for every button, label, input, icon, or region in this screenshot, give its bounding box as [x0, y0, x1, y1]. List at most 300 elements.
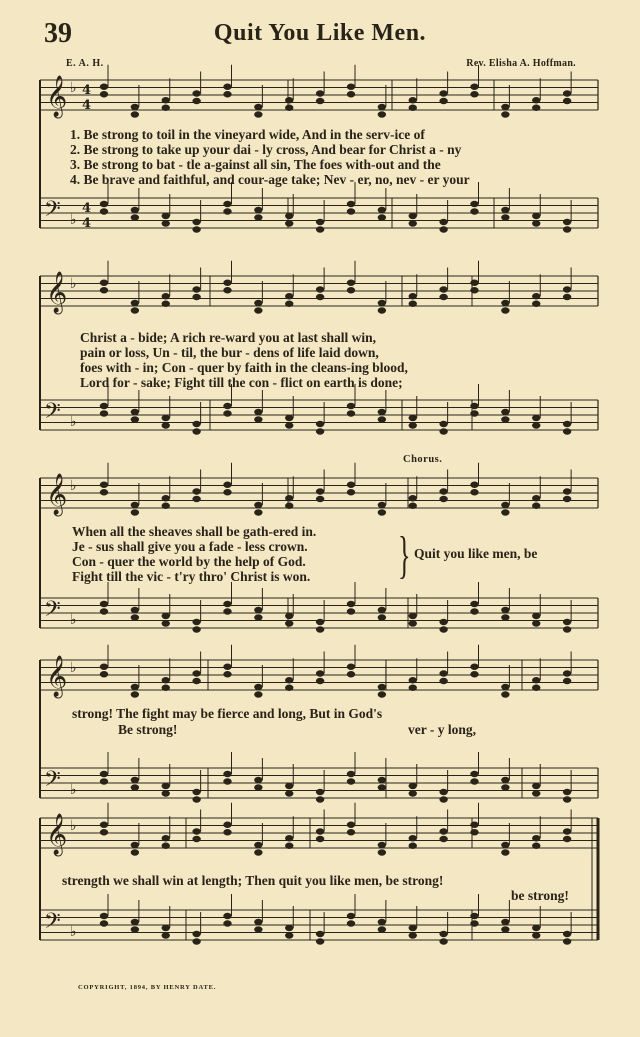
note-head — [223, 664, 231, 670]
note-head — [563, 789, 571, 795]
lyric-line: 3. Be strong to bat - tle a-gainst all sin, The foes with-out and the — [70, 157, 441, 172]
note-head — [470, 287, 478, 293]
hymn-title: Quit You Like Men. — [213, 20, 427, 46]
note-head — [100, 664, 108, 670]
note-head — [285, 685, 293, 691]
note-head — [316, 626, 324, 632]
note-head — [470, 829, 478, 835]
note-head — [254, 777, 262, 783]
flat-icon: ♭ — [70, 478, 77, 494]
note-head — [192, 678, 200, 684]
note-head — [285, 415, 293, 421]
note-head — [131, 777, 139, 783]
note-head — [316, 670, 324, 676]
note-head — [162, 105, 170, 111]
verse-brace: } — [398, 527, 411, 584]
note-head — [501, 777, 509, 783]
note-head — [285, 620, 293, 626]
time-signature: 4 — [82, 201, 92, 216]
note-head — [409, 422, 417, 428]
note-head — [162, 220, 170, 226]
note-head — [501, 300, 509, 306]
note-head — [316, 286, 324, 292]
note-head — [223, 608, 231, 614]
note-head — [378, 207, 386, 213]
note-head — [409, 97, 417, 103]
note-head — [223, 671, 231, 677]
note-head — [439, 90, 447, 96]
note-head — [439, 938, 447, 944]
note-head — [470, 913, 478, 919]
note-head — [285, 422, 293, 428]
note-head — [192, 428, 200, 434]
flat-icon: ♭ — [70, 414, 77, 430]
note-head — [470, 410, 478, 416]
note-head — [192, 219, 200, 225]
note-head — [316, 828, 324, 834]
note-head — [192, 796, 200, 802]
note-head — [316, 428, 324, 434]
note-head — [532, 293, 540, 299]
note-head — [100, 287, 108, 293]
note-head — [131, 684, 139, 690]
note-head — [192, 619, 200, 625]
note-head — [100, 482, 108, 488]
note-head — [162, 685, 170, 691]
note-head — [532, 932, 540, 938]
note-head — [409, 843, 417, 849]
time-signature: 4 — [82, 216, 92, 231]
chorus-echo-left: Be strong! — [118, 722, 178, 737]
note-head — [563, 619, 571, 625]
note-head — [347, 664, 355, 670]
note-head — [162, 301, 170, 307]
note-head — [316, 421, 324, 427]
lyric-line: 2. Be strong to take up your dai - ly cross, And bear for Christ a - ny — [70, 142, 462, 157]
note-head — [378, 416, 386, 422]
note-head — [409, 301, 417, 307]
note-head — [501, 607, 509, 613]
note-head — [501, 614, 509, 620]
note-head — [409, 620, 417, 626]
note-head — [131, 919, 139, 925]
note-head — [532, 843, 540, 849]
note-head — [192, 496, 200, 502]
note-head — [223, 771, 231, 777]
treble-clef-icon: 𝄞 — [46, 656, 68, 697]
note-head — [223, 601, 231, 607]
note-head — [100, 822, 108, 828]
note-head — [316, 931, 324, 937]
note-head — [254, 409, 262, 415]
note-head — [162, 495, 170, 501]
flat-icon: ♭ — [70, 80, 77, 96]
note-head — [563, 488, 571, 494]
note-head — [285, 213, 293, 219]
lyric-line: When all the sheaves shall be gath-ered in. — [72, 524, 317, 539]
note-head — [501, 684, 509, 690]
note-head — [347, 608, 355, 614]
note-head — [100, 671, 108, 677]
note-head — [347, 771, 355, 777]
note-head — [470, 91, 478, 97]
note-head — [100, 208, 108, 214]
note-head — [100, 201, 108, 207]
note-head — [563, 828, 571, 834]
lyric-line: 1. Be strong to toil in the vineyard wide, And in the serv-ice of — [70, 127, 425, 142]
note-head — [409, 685, 417, 691]
note-head — [192, 98, 200, 104]
note-head — [192, 789, 200, 795]
note-head — [409, 105, 417, 111]
note-head — [254, 207, 262, 213]
note-head — [378, 842, 386, 848]
note-head — [285, 97, 293, 103]
note-head — [223, 280, 231, 286]
note-head — [532, 422, 540, 428]
note-head — [131, 214, 139, 220]
note-head — [439, 496, 447, 502]
note-head — [409, 677, 417, 683]
note-head — [409, 503, 417, 509]
flat-icon: ♭ — [70, 818, 77, 834]
note-head — [563, 496, 571, 502]
note-head — [316, 294, 324, 300]
flat-icon: ♭ — [70, 782, 77, 798]
note-head — [347, 403, 355, 409]
note-head — [563, 938, 571, 944]
note-head — [192, 938, 200, 944]
note-head — [409, 925, 417, 931]
note-head — [223, 920, 231, 926]
note-head — [285, 613, 293, 619]
note-head — [563, 226, 571, 232]
note-head — [470, 601, 478, 607]
note-head — [223, 913, 231, 919]
note-head — [439, 619, 447, 625]
note-head — [409, 790, 417, 796]
note-head — [192, 836, 200, 842]
chorus-refrain-start: Quit you like men, be — [414, 546, 538, 561]
note-head — [162, 422, 170, 428]
note-head — [501, 502, 509, 508]
note-head — [378, 214, 386, 220]
note-head — [285, 835, 293, 841]
note-head — [254, 104, 262, 110]
note-head — [563, 421, 571, 427]
note-head — [254, 849, 262, 855]
note-head — [254, 684, 262, 690]
note-head — [131, 502, 139, 508]
time-signature: 4 — [82, 83, 92, 98]
note-head — [439, 836, 447, 842]
note-head — [470, 201, 478, 207]
note-head — [563, 626, 571, 632]
note-head — [192, 294, 200, 300]
note-head — [563, 678, 571, 684]
note-head — [254, 300, 262, 306]
note-head — [254, 926, 262, 932]
note-head — [254, 842, 262, 848]
note-head — [192, 670, 200, 676]
note-head — [439, 294, 447, 300]
note-head — [254, 307, 262, 313]
note-head — [378, 502, 386, 508]
note-head — [131, 926, 139, 932]
note-head — [100, 778, 108, 784]
note-head — [378, 684, 386, 690]
note-head — [316, 488, 324, 494]
chorus-echo-right: ver - y long, — [408, 722, 476, 737]
note-head — [347, 920, 355, 926]
treble-clef-icon: 𝄞 — [46, 814, 68, 855]
flat-icon: ♭ — [70, 660, 77, 676]
note-head — [192, 226, 200, 232]
note-head — [316, 678, 324, 684]
note-head — [409, 783, 417, 789]
note-head — [439, 678, 447, 684]
note-head — [532, 677, 540, 683]
lyric-line: pain or loss, Un - til, the bur - dens of life laid down, — [80, 345, 379, 360]
note-head — [131, 207, 139, 213]
note-head — [100, 920, 108, 926]
note-head — [223, 482, 231, 488]
note-head — [470, 664, 478, 670]
note-head — [285, 925, 293, 931]
note-head — [563, 836, 571, 842]
lyric-line: Je - sus shall give you a fade - less crown. — [72, 539, 308, 554]
note-head — [100, 771, 108, 777]
note-head — [100, 601, 108, 607]
note-head — [378, 777, 386, 783]
note-head — [501, 849, 509, 855]
note-head — [285, 301, 293, 307]
note-head — [378, 614, 386, 620]
note-head — [470, 280, 478, 286]
note-head — [439, 931, 447, 937]
note-head — [347, 84, 355, 90]
note-head — [470, 482, 478, 488]
note-head — [378, 607, 386, 613]
lyric-line: Lord for - sake; Fight till the con - flict on earth is done; — [80, 375, 403, 390]
note-head — [100, 829, 108, 835]
note-head — [254, 214, 262, 220]
note-head — [254, 416, 262, 422]
note-head — [439, 219, 447, 225]
note-head — [347, 482, 355, 488]
note-head — [285, 220, 293, 226]
note-head — [532, 613, 540, 619]
note-head — [223, 201, 231, 207]
note-head — [347, 822, 355, 828]
note-head — [162, 503, 170, 509]
note-head — [501, 416, 509, 422]
note-head — [532, 213, 540, 219]
note-head — [131, 307, 139, 313]
note-head — [131, 416, 139, 422]
note-head — [254, 111, 262, 117]
note-head — [285, 932, 293, 938]
lyric-line: Christ a - bide; A rich re-ward you at last shall win, — [80, 330, 377, 345]
note-head — [316, 796, 324, 802]
note-head — [439, 226, 447, 232]
flat-icon: ♭ — [70, 924, 77, 940]
note-head — [285, 783, 293, 789]
note-head — [347, 91, 355, 97]
note-head — [532, 220, 540, 226]
note-head — [439, 789, 447, 795]
note-head — [316, 836, 324, 842]
note-head — [347, 201, 355, 207]
note-head — [470, 403, 478, 409]
note-head — [162, 97, 170, 103]
note-head — [563, 90, 571, 96]
note-head — [347, 287, 355, 293]
note-head — [131, 842, 139, 848]
lyric-line: 4. Be brave and faithful, and cour-age take; Nev - er, no, nev - er your — [70, 172, 470, 187]
note-head — [192, 828, 200, 834]
note-head — [162, 213, 170, 219]
note-head — [192, 286, 200, 292]
note-head — [316, 496, 324, 502]
note-head — [162, 790, 170, 796]
note-head — [347, 208, 355, 214]
copyright-notice: COPYRIGHT, 1894, BY HENRY DATE. — [78, 984, 217, 991]
lyric-line: foes with - in; Con - quer by faith in the cleans-ing blood, — [80, 360, 408, 375]
note-head — [409, 415, 417, 421]
treble-clef-icon: 𝄞 — [46, 76, 68, 117]
note-head — [285, 105, 293, 111]
note-head — [409, 220, 417, 226]
note-head — [378, 926, 386, 932]
chorus-line-upper: strong! The fight may be fierce and long, But in God's — [72, 706, 383, 721]
note-head — [439, 626, 447, 632]
note-head — [223, 778, 231, 784]
lyric-line: Con - quer the world by the help of God. — [72, 554, 306, 569]
note-head — [501, 207, 509, 213]
note-head — [162, 932, 170, 938]
note-head — [254, 919, 262, 925]
note-head — [162, 783, 170, 789]
note-head — [470, 778, 478, 784]
flat-icon: ♭ — [70, 212, 77, 228]
note-head — [223, 410, 231, 416]
note-head — [563, 670, 571, 676]
note-head — [532, 105, 540, 111]
note-head — [470, 608, 478, 614]
note-head — [100, 403, 108, 409]
note-head — [100, 489, 108, 495]
note-head — [409, 293, 417, 299]
note-head — [563, 98, 571, 104]
note-head — [501, 307, 509, 313]
note-head — [378, 104, 386, 110]
note-head — [378, 300, 386, 306]
note-head — [563, 294, 571, 300]
note-head — [563, 428, 571, 434]
note-head — [100, 280, 108, 286]
note-head — [501, 919, 509, 925]
note-head — [192, 90, 200, 96]
note-head — [439, 98, 447, 104]
treble-clef-icon: 𝄞 — [46, 272, 68, 313]
note-head — [439, 670, 447, 676]
note-head — [223, 287, 231, 293]
note-head — [532, 620, 540, 626]
note-head — [316, 619, 324, 625]
bass-clef-icon: 𝄢 — [44, 399, 61, 429]
note-head — [378, 919, 386, 925]
hymn-number: 39 — [44, 18, 72, 49]
note-head — [347, 280, 355, 286]
bass-clef-icon: 𝄢 — [44, 909, 61, 939]
flat-icon: ♭ — [70, 612, 77, 628]
note-head — [254, 614, 262, 620]
note-head — [285, 293, 293, 299]
note-head — [378, 849, 386, 855]
note-head — [439, 428, 447, 434]
note-head — [532, 685, 540, 691]
flat-icon: ♭ — [70, 276, 77, 292]
note-head — [532, 835, 540, 841]
note-head — [285, 677, 293, 683]
note-head — [254, 784, 262, 790]
note-head — [378, 784, 386, 790]
note-head — [162, 613, 170, 619]
note-head — [501, 509, 509, 515]
note-head — [532, 415, 540, 421]
note-head — [532, 495, 540, 501]
note-head — [131, 104, 139, 110]
note-head — [409, 495, 417, 501]
note-head — [532, 790, 540, 796]
note-head — [131, 784, 139, 790]
note-head — [131, 409, 139, 415]
note-head — [162, 677, 170, 683]
note-head — [223, 208, 231, 214]
note-head — [162, 620, 170, 626]
note-head — [100, 84, 108, 90]
note-head — [100, 410, 108, 416]
note-head — [378, 307, 386, 313]
note-head — [131, 849, 139, 855]
note-head — [316, 789, 324, 795]
note-head — [347, 913, 355, 919]
note-head — [192, 931, 200, 937]
treble-clef-icon: 𝄞 — [46, 474, 68, 515]
note-head — [470, 84, 478, 90]
note-head — [316, 219, 324, 225]
note-head — [192, 421, 200, 427]
note-head — [131, 509, 139, 515]
note-head — [285, 495, 293, 501]
note-head — [563, 286, 571, 292]
chorus-final-echo: be strong! — [511, 888, 569, 903]
note-head — [223, 822, 231, 828]
note-head — [162, 843, 170, 849]
note-head — [285, 843, 293, 849]
note-head — [470, 822, 478, 828]
note-head — [347, 489, 355, 495]
note-head — [501, 926, 509, 932]
note-head — [439, 421, 447, 427]
note-head — [192, 626, 200, 632]
note-head — [100, 913, 108, 919]
note-head — [131, 111, 139, 117]
note-head — [316, 226, 324, 232]
note-head — [563, 931, 571, 937]
note-head — [131, 300, 139, 306]
